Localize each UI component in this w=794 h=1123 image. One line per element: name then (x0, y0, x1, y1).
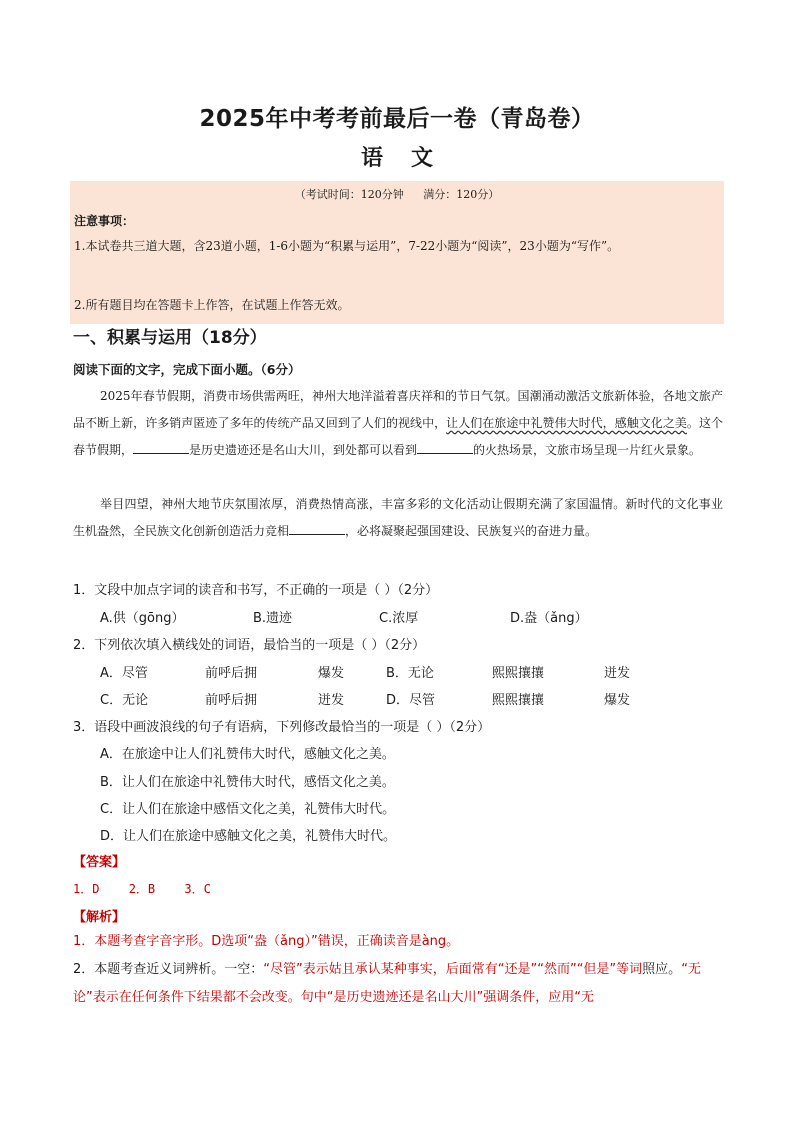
exam-title: 2025年中考考前最后一卷（青岛卷） (199, 106, 595, 132)
exam-score: 满分：120分） (423, 188, 500, 201)
passage-text: 。这个春节假期， (73, 416, 723, 457)
passage-paragraph-1 (73, 383, 723, 464)
analysis-text: “无论”表示在任何条件下结果都不会改变。句中 (73, 962, 701, 1005)
q2-option-c: C．无论 (100, 693, 149, 708)
q3-option-a: A．在旅途中让人们礼赞伟大时代，感触文化之美。 (100, 747, 395, 762)
q1-option-d: D.盎（ǎng） (510, 611, 588, 626)
q1-option-a: A.供（gōng） (100, 611, 185, 626)
analysis-text: 2．本题考查近义词辨析。一空： (73, 962, 264, 977)
analysis-text: “尽管”表示姑且承认某种事实，后面常有“还是”“然而”“但是”等词 (263, 962, 643, 977)
q3-option-c: C．让人们在旅途中感悟文化之美，礼赞伟大时代。 (100, 802, 396, 817)
passage-paragraph-2 (73, 491, 723, 545)
exam-subject: 语文 (360, 146, 461, 171)
answer-item: 1．D (73, 882, 100, 896)
passage-text: ，必将凝聚起强国建设、民族复兴的奋进力量。 (345, 524, 598, 538)
fill-blank (289, 523, 345, 535)
question-1: 1．文段中加点字词的读音和书写，不正确的一项是（ ）（2分） (73, 583, 439, 598)
analysis-label: 【解析】 (73, 910, 126, 925)
notice-box (70, 181, 724, 324)
q2-option-b-word3: 迸发 (604, 666, 631, 681)
answer-item: 2．B (128, 882, 156, 896)
q3-option-b: B．让人们在旅途中礼赞伟大时代，感悟文化之美。 (100, 775, 395, 790)
passage-text: 是历史遗迹还是名山大川，到处都可以看到 (189, 443, 418, 457)
question-3: 3．语段中画波浪线的句子有语病，下列修改最恰当的一项是（ ）（2分） (73, 720, 491, 735)
passage-text: 举目四望，神州大地节庆氛围浓厚，消费热情高涨，丰富多彩的文化活动让假期充满了家国温情。新时代的文化事业生机盎然，全民族文化创新创造活力竞相 (73, 497, 723, 538)
q1-option-b: B.遗迹 (253, 611, 293, 626)
notice-item-1: 1.本试卷共三道大题，含23道小题，1-6小题为“积累与运用”，7-22小题为“阅读”，23小题为“写作”。 (74, 239, 620, 253)
answer-list (73, 880, 233, 897)
analysis-item-1: 1．本题考查字音字形。D选项“盎（ǎng）”错误，正确读音是àng。 (73, 934, 460, 949)
q2-option-d-word3: 爆发 (604, 693, 631, 708)
notice-heading: 注意事项： (74, 214, 135, 228)
question-2: 2．下列依次填入横线处的词语，最恰当的一项是（ ）（2分） (73, 638, 426, 653)
analysis-text: “是历史遗迹还是名山大川”强调条件，应用“无 (326, 990, 594, 1005)
q2-option-a-word2: 前呼后拥 (205, 666, 258, 681)
answer-label: 【答案】 (73, 855, 126, 870)
q2-option-a: A．尽管 (100, 666, 148, 681)
fill-blank (133, 442, 189, 454)
q2-option-a-word3: 爆发 (318, 666, 345, 681)
exam-time: （考试时间：120分钟 (294, 188, 404, 201)
notice-item-2: 2.所有题目均在答题卡上作答，在试题上作答无效。 (74, 298, 350, 312)
q2-option-c-word3: 迸发 (318, 693, 345, 708)
q2-option-b-word2: 熙熙攘攘 (492, 666, 545, 681)
wavy-underlined-sentence: 让人们在旅途中礼赞伟大时代，感触文化之美 (446, 416, 687, 430)
q1-option-c: C.浓厚 (379, 611, 419, 626)
answer-item: 3．C (184, 882, 211, 896)
q3-option-d: D．让人们在旅途中感触文化之美，礼赞伟大时代。 (100, 829, 397, 844)
analysis-item-2 (73, 956, 725, 1012)
exam-time-line (70, 186, 724, 202)
q2-option-d: D．尽管 (386, 693, 436, 708)
analysis-text: 照应。 (642, 962, 682, 977)
q2-option-b: B．无论 (386, 666, 434, 681)
section-title: 一、积累与运用（18分） (73, 328, 267, 348)
q2-option-d-word2: 熙熙攘攘 (492, 693, 545, 708)
passage-text: 2025年春节假期，消费市场供需两旺，神州大地洋溢着喜庆祥和的节日气氛。国潮涌动激活文旅新体验，各地文旅产品不断上新，许多销声匿迹了多年的传统产品又回到了人们的视线中， (73, 389, 723, 430)
q2-option-c-word2: 前呼后拥 (205, 693, 258, 708)
passage-text: 的火热场景，文旅市场呈现一片红火景象。 (473, 443, 702, 457)
section-instruction: 阅读下面的文字，完成下面小题。（6分） (73, 362, 301, 377)
fill-blank (417, 442, 473, 454)
